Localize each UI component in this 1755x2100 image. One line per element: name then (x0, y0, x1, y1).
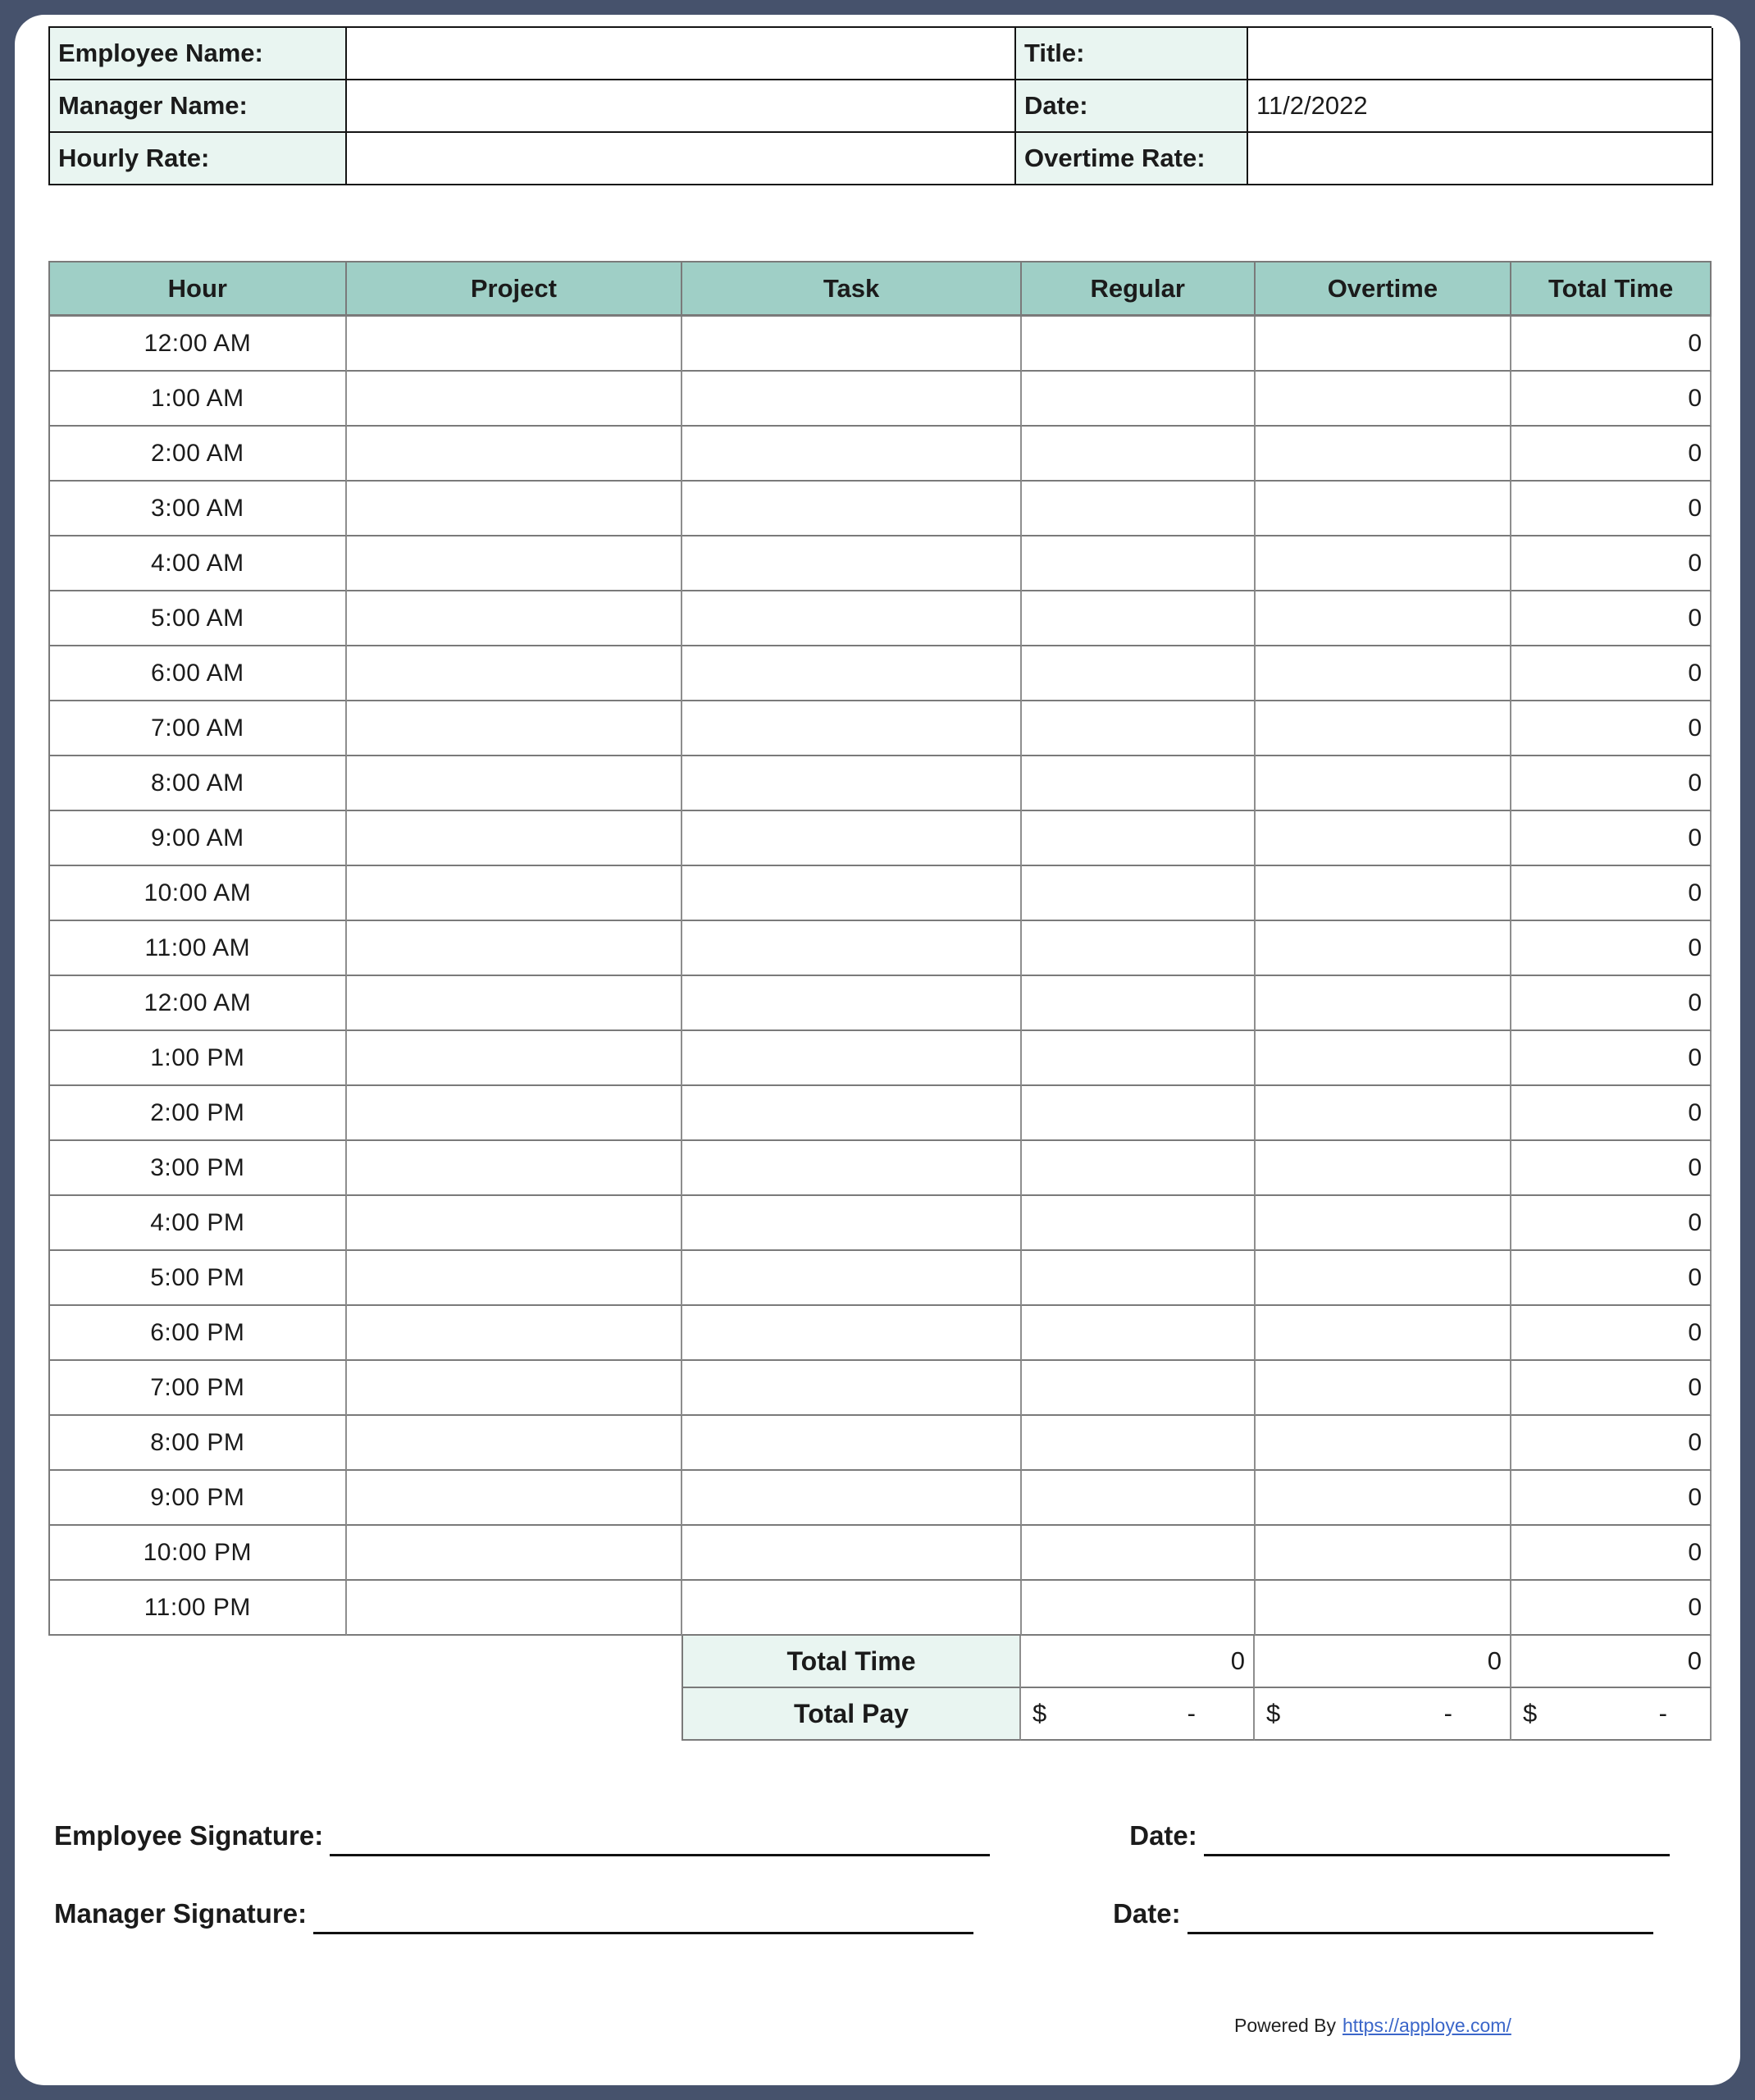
hour-cell: 3:00 AM (50, 482, 347, 536)
employee-signature-field[interactable] (330, 1820, 990, 1856)
hour-cell: 7:00 AM (50, 701, 347, 756)
column-header-project: Project (347, 262, 683, 317)
total-time-cell: 0 (1511, 1251, 1712, 1306)
table-row (48, 317, 1712, 372)
hour-cell: 9:00 PM (50, 1471, 347, 1526)
overtime-cell[interactable] (1256, 811, 1512, 866)
total-time-row (681, 1636, 1712, 1688)
overtime-cell[interactable] (1256, 317, 1512, 372)
total-time-cell: 0 (1511, 1581, 1712, 1636)
hourly-timesheet-table (48, 261, 1712, 1741)
overtime-cell[interactable] (1256, 1141, 1512, 1196)
task-cell[interactable] (682, 811, 1022, 866)
project-cell[interactable] (347, 1196, 683, 1251)
hour-cell: 11:00 PM (50, 1581, 347, 1636)
total-time-cell: 0 (1511, 1306, 1712, 1361)
column-header-total-time: Total Time (1511, 262, 1712, 317)
hour-cell: 2:00 AM (50, 427, 347, 482)
project-cell[interactable] (347, 482, 683, 536)
timesheet-document (15, 15, 1740, 2085)
total-time-cell: 0 (1511, 591, 1712, 646)
table-row (48, 482, 1712, 536)
hour-cell: 5:00 PM (50, 1251, 347, 1306)
regular-cell[interactable] (1022, 756, 1256, 811)
total-time-cell: 0 (1511, 372, 1712, 427)
title-label: Title: (1016, 28, 1248, 80)
table-row (48, 701, 1712, 756)
overtime-cell[interactable] (1256, 482, 1512, 536)
overtime-cell[interactable] (1256, 1251, 1512, 1306)
employee-signature-row (54, 1815, 1717, 1856)
total-time-cell: 0 (1511, 701, 1712, 756)
regular-cell[interactable] (1022, 646, 1256, 701)
table-row (48, 756, 1712, 811)
total-time-cell: 0 (1511, 1416, 1712, 1471)
overtime-rate-cell[interactable] (1248, 133, 1713, 185)
apploye-link[interactable]: https://apploye.com/ (1342, 2015, 1511, 2036)
regular-cell[interactable] (1022, 1196, 1256, 1251)
title-cell[interactable] (1248, 28, 1713, 80)
manager-signature-field[interactable] (313, 1898, 973, 1934)
table-row (48, 1196, 1712, 1251)
task-cell[interactable] (682, 591, 1022, 646)
hour-cell: 1:00 PM (50, 1031, 347, 1086)
hour-cell: 1:00 AM (50, 372, 347, 427)
regular-cell[interactable] (1022, 536, 1256, 591)
total-pay-total-value: - (1658, 1699, 1667, 1728)
overtime-rate-label: Overtime Rate: (1016, 133, 1248, 185)
total-time-cell: 0 (1511, 976, 1712, 1031)
employee-info-grid (48, 26, 1712, 185)
regular-cell[interactable] (1022, 921, 1256, 976)
overtime-cell[interactable] (1256, 1196, 1512, 1251)
regular-cell[interactable] (1022, 1416, 1256, 1471)
task-cell[interactable] (682, 756, 1022, 811)
total-pay-total-cell (1511, 1688, 1712, 1741)
regular-cell[interactable] (1022, 1141, 1256, 1196)
regular-cell[interactable] (1022, 1306, 1256, 1361)
task-cell[interactable] (682, 976, 1022, 1031)
project-cell[interactable] (347, 427, 683, 482)
employee-signature-label: Employee Signature: (54, 1820, 324, 1851)
project-cell[interactable] (347, 1416, 683, 1471)
employee-date-label: Date: (1129, 1820, 1197, 1851)
regular-cell[interactable] (1022, 1361, 1256, 1416)
total-pay-overtime-value: - (1443, 1699, 1452, 1728)
hour-cell: 4:00 AM (50, 536, 347, 591)
column-header-regular: Regular (1022, 262, 1256, 317)
overtime-cell[interactable] (1256, 866, 1512, 921)
overtime-cell[interactable] (1256, 1031, 1512, 1086)
project-cell[interactable] (347, 1086, 683, 1141)
project-cell[interactable] (347, 921, 683, 976)
hour-cell: 11:00 AM (50, 921, 347, 976)
total-pay-overtime-cell (1255, 1688, 1511, 1741)
manager-date-field[interactable] (1187, 1898, 1653, 1934)
hour-cell: 7:00 PM (50, 1361, 347, 1416)
total-time-regular-cell: 0 (1021, 1636, 1255, 1688)
table-row (48, 1141, 1712, 1196)
table-header-row (48, 261, 1712, 317)
date-label: Date: (1016, 80, 1248, 133)
regular-cell[interactable] (1022, 1471, 1256, 1526)
project-cell[interactable] (347, 372, 683, 427)
employee-name-cell[interactable] (347, 28, 1016, 80)
task-cell[interactable] (682, 1471, 1022, 1526)
table-body (48, 317, 1712, 1636)
task-cell[interactable] (682, 1251, 1022, 1306)
hour-cell: 10:00 AM (50, 866, 347, 921)
powered-by-text: Powered By (1234, 2015, 1337, 2036)
task-cell[interactable] (682, 1306, 1022, 1361)
manager-name-cell[interactable] (347, 80, 1016, 133)
task-cell[interactable] (682, 1196, 1022, 1251)
overtime-cell[interactable] (1256, 701, 1512, 756)
task-cell[interactable] (682, 1581, 1022, 1636)
table-row (48, 1581, 1712, 1636)
table-row (48, 866, 1712, 921)
task-cell[interactable] (682, 427, 1022, 482)
hour-cell: 2:00 PM (50, 1086, 347, 1141)
regular-cell[interactable] (1022, 427, 1256, 482)
overtime-cell[interactable] (1256, 756, 1512, 811)
task-cell[interactable] (682, 646, 1022, 701)
table-row (48, 811, 1712, 866)
project-cell[interactable] (347, 1471, 683, 1526)
hour-cell: 6:00 AM (50, 646, 347, 701)
currency-symbol: $ (1523, 1699, 1538, 1728)
project-cell[interactable] (347, 811, 683, 866)
manager-signature-row (54, 1893, 1717, 1934)
project-cell[interactable] (347, 1581, 683, 1636)
total-time-cell: 0 (1511, 866, 1712, 921)
total-time-cell: 0 (1511, 1526, 1712, 1581)
hourly-rate-label: Hourly Rate: (50, 133, 347, 185)
regular-cell[interactable] (1022, 866, 1256, 921)
project-cell[interactable] (347, 1306, 683, 1361)
table-row (48, 591, 1712, 646)
manager-date-label: Date: (1113, 1898, 1181, 1929)
table-row (48, 1361, 1712, 1416)
task-cell[interactable] (682, 1141, 1022, 1196)
hourly-rate-cell[interactable] (347, 133, 1016, 185)
hour-cell: 9:00 AM (50, 811, 347, 866)
hour-cell: 4:00 PM (50, 1196, 347, 1251)
project-cell[interactable] (347, 1526, 683, 1581)
total-time-cell: 0 (1511, 1471, 1712, 1526)
total-pay-regular-cell (1021, 1688, 1255, 1741)
project-cell[interactable] (347, 701, 683, 756)
overtime-cell[interactable] (1256, 976, 1512, 1031)
table-row (48, 1306, 1712, 1361)
table-row (48, 372, 1712, 427)
total-pay-row (681, 1688, 1712, 1741)
regular-cell[interactable] (1022, 1581, 1256, 1636)
total-time-cell: 0 (1511, 317, 1712, 372)
total-time-cell: 0 (1511, 811, 1712, 866)
total-time-cell: 0 (1511, 1031, 1712, 1086)
signature-section (54, 1815, 1717, 1971)
task-cell[interactable] (682, 1416, 1022, 1471)
task-cell[interactable] (682, 482, 1022, 536)
overtime-cell[interactable] (1256, 1306, 1512, 1361)
hour-cell: 12:00 AM (50, 976, 347, 1031)
regular-cell[interactable] (1022, 591, 1256, 646)
overtime-cell[interactable] (1256, 591, 1512, 646)
table-row (48, 1031, 1712, 1086)
total-time-label: Total Time (681, 1636, 1021, 1688)
project-cell[interactable] (347, 536, 683, 591)
table-row (48, 1251, 1712, 1306)
project-cell[interactable] (347, 756, 683, 811)
regular-cell[interactable] (1022, 482, 1256, 536)
regular-cell[interactable] (1022, 317, 1256, 372)
manager-name-label: Manager Name: (50, 80, 347, 133)
overtime-cell[interactable] (1256, 921, 1512, 976)
column-header-hour: Hour (50, 262, 347, 317)
total-time-cell: 0 (1511, 1141, 1712, 1196)
total-pay-label: Total Pay (681, 1688, 1021, 1741)
currency-symbol: $ (1032, 1699, 1047, 1728)
total-pay-regular-value: - (1187, 1699, 1196, 1728)
total-time-cell: 0 (1511, 427, 1712, 482)
total-time-cell: 0 (1511, 921, 1712, 976)
regular-cell[interactable] (1022, 1031, 1256, 1086)
project-cell[interactable] (347, 1251, 683, 1306)
overtime-cell[interactable] (1256, 1471, 1512, 1526)
overtime-cell[interactable] (1256, 372, 1512, 427)
regular-cell[interactable] (1022, 1086, 1256, 1141)
table-row (48, 976, 1712, 1031)
column-header-overtime: Overtime (1256, 262, 1512, 317)
hour-cell: 10:00 PM (50, 1526, 347, 1581)
regular-cell[interactable] (1022, 372, 1256, 427)
project-cell[interactable] (347, 976, 683, 1031)
overtime-cell[interactable] (1256, 1526, 1512, 1581)
regular-cell[interactable] (1022, 811, 1256, 866)
overtime-cell[interactable] (1256, 1416, 1512, 1471)
regular-cell[interactable] (1022, 976, 1256, 1031)
total-time-total-cell: 0 (1511, 1636, 1712, 1688)
currency-symbol: $ (1266, 1699, 1281, 1728)
task-cell[interactable] (682, 372, 1022, 427)
task-cell[interactable] (682, 921, 1022, 976)
hour-cell: 5:00 AM (50, 591, 347, 646)
project-cell[interactable] (347, 866, 683, 921)
total-time-cell: 0 (1511, 536, 1712, 591)
project-cell[interactable] (347, 1031, 683, 1086)
task-cell[interactable] (682, 536, 1022, 591)
project-cell[interactable] (347, 1361, 683, 1416)
hour-cell: 8:00 AM (50, 756, 347, 811)
employee-date-field[interactable] (1204, 1820, 1670, 1856)
table-row (48, 427, 1712, 482)
total-time-cell: 0 (1511, 1086, 1712, 1141)
overtime-cell[interactable] (1256, 646, 1512, 701)
task-cell[interactable] (682, 1361, 1022, 1416)
manager-signature-label: Manager Signature: (54, 1898, 308, 1929)
table-row (48, 1526, 1712, 1581)
table-row (48, 1086, 1712, 1141)
column-header-task: Task (682, 262, 1022, 317)
table-row (48, 536, 1712, 591)
total-time-overtime-cell: 0 (1255, 1636, 1511, 1688)
regular-cell[interactable] (1022, 1526, 1256, 1581)
project-cell[interactable] (347, 317, 683, 372)
overtime-cell[interactable] (1256, 536, 1512, 591)
hour-cell: 3:00 PM (50, 1141, 347, 1196)
project-cell[interactable] (347, 1141, 683, 1196)
task-cell[interactable] (682, 317, 1022, 372)
overtime-cell[interactable] (1256, 427, 1512, 482)
total-time-cell: 0 (1511, 756, 1712, 811)
hour-cell: 12:00 AM (50, 317, 347, 372)
footer (1234, 2015, 1511, 2037)
total-time-cell: 0 (1511, 1361, 1712, 1416)
hour-cell: 6:00 PM (50, 1306, 347, 1361)
regular-cell[interactable] (1022, 701, 1256, 756)
task-cell[interactable] (682, 701, 1022, 756)
table-row (48, 1416, 1712, 1471)
task-cell[interactable] (682, 1031, 1022, 1086)
task-cell[interactable] (682, 1086, 1022, 1141)
date-cell[interactable]: 11/2/2022 (1248, 80, 1713, 133)
employee-name-label: Employee Name: (50, 28, 347, 80)
overtime-cell[interactable] (1256, 1581, 1512, 1636)
table-row (48, 921, 1712, 976)
table-row (48, 646, 1712, 701)
hour-cell: 8:00 PM (50, 1416, 347, 1471)
overtime-cell[interactable] (1256, 1361, 1512, 1416)
project-cell[interactable] (347, 646, 683, 701)
table-row (48, 1471, 1712, 1526)
task-cell[interactable] (682, 1526, 1022, 1581)
overtime-cell[interactable] (1256, 1086, 1512, 1141)
task-cell[interactable] (682, 866, 1022, 921)
total-time-cell: 0 (1511, 482, 1712, 536)
project-cell[interactable] (347, 591, 683, 646)
total-time-cell: 0 (1511, 1196, 1712, 1251)
total-time-cell: 0 (1511, 646, 1712, 701)
regular-cell[interactable] (1022, 1251, 1256, 1306)
